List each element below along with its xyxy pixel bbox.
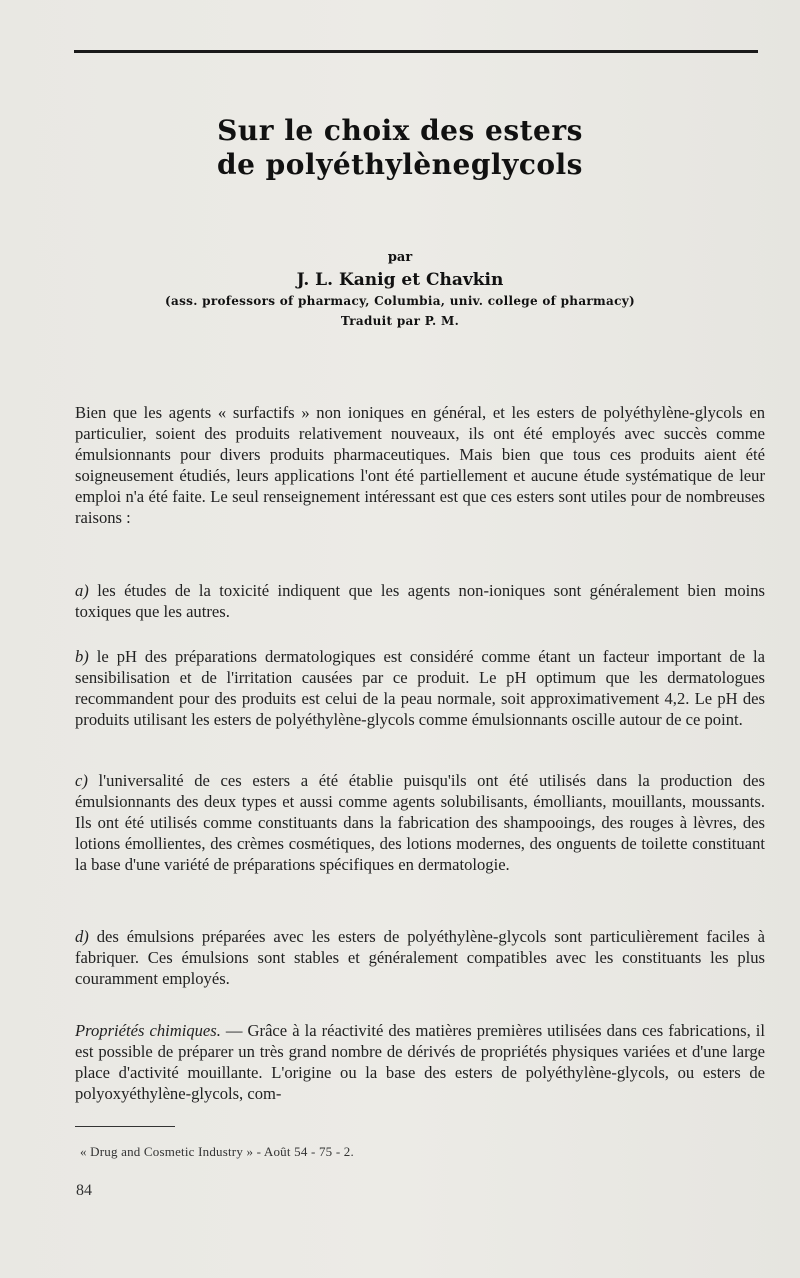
page-number: 84: [76, 1182, 92, 1199]
authors: J. L. Kanig et Chavkin: [296, 270, 504, 290]
header-rule: [74, 50, 758, 53]
footnote-rule: [75, 1126, 175, 1127]
byline-par: par: [387, 250, 413, 265]
point-a-marker: a): [75, 581, 89, 600]
translator-credit: Traduit par P. M.: [340, 314, 460, 328]
section-heading-chemical-properties: Propriétés chimiques.: [75, 1021, 221, 1040]
point-c-marker: c): [75, 771, 88, 790]
point-b-marker: b): [75, 647, 89, 666]
intro-paragraph: Bien que les agents « surfactifs » non ioniques en général, et les esters de polyéthylène-glycols en particulier, soient des produits relativement nouveaux, ils ont été employés avec succès comme émulsionnants pour divers produits pharmaceutiques. Mais bien que tous ces produits aient été soigneusement étudiés, leurs applications l'ont été partiellement et aucune étude systématique de leur emploi n'a été faite. Le seul renseignement intéressant est que ces esters sont utiles pour de nombreuses raisons :: [75, 403, 765, 527]
point-a-text: les études de la toxicité indiquent que les agents non-ioniques sont généralement bien moins toxiques que les autres.: [75, 581, 765, 621]
point-c-text: l'universalité de ces esters a été établie puisqu'ils ont été utilisés dans la production des émulsionnants des deux types et aussi comme agents solubilisants, émolliants, mouillants, moussants. Ils ont été utilisés comme constituants dans la fabrication des shampooings, des rouges à lèvres, des lotions émollientes, des crèmes cosmétiques, des lotions modernes, des onguents de toilette constituant la base d'une variété de préparations spécifiques en dermatologie.: [75, 771, 765, 874]
chemical-properties-text: — Grâce à la réactivité des matières premières utilisées dans ces fabrications, il est possible de préparer un très grand nombre de dérivés de propriétés physiques variées et d'une large place d'activité mouillante. L'origine ou la base des esters de polyéthylène-glycols, ou esters de polyoxyéthylène-glycols, com-: [75, 1021, 765, 1103]
footnote: « Drug and Cosmetic Industry » - Août 54 - 75 - 2.: [80, 1144, 354, 1159]
point-a-paragraph: [75, 580, 765, 622]
affiliation: (ass. professors of pharmacy, Columbia, univ. college of pharmacy): [165, 294, 635, 308]
point-d-paragraph: [75, 926, 765, 989]
article-title-line-2: de polyéthylèneglycols: [217, 148, 583, 181]
point-d-text: des émulsions préparées avec les esters de polyéthylène-glycols sont particulièrement faciles à fabriquer. Ces émulsions sont stables et généralement compatibles avec les constituants les plus couramment employés.: [75, 927, 765, 988]
chemical-properties-paragraph: [75, 1020, 765, 1104]
point-b-paragraph: [75, 646, 765, 730]
point-c-paragraph: [75, 770, 765, 875]
article-title-line-1: Sur le choix des esters: [217, 114, 583, 147]
point-d-marker: d): [75, 927, 89, 946]
point-b-text: le pH des préparations dermatologiques est considéré comme étant un facteur important de la sensibilisation et de l'irritation causées par ce produit. Le pH optimum que les dermatologues recommandent pour des produits est celui de la peau normale, soit approximativement 4,2. Le pH des produits utilisant les esters de polyéthylène-glycols comme émulsionnants oscille autour de ce point.: [75, 647, 765, 729]
